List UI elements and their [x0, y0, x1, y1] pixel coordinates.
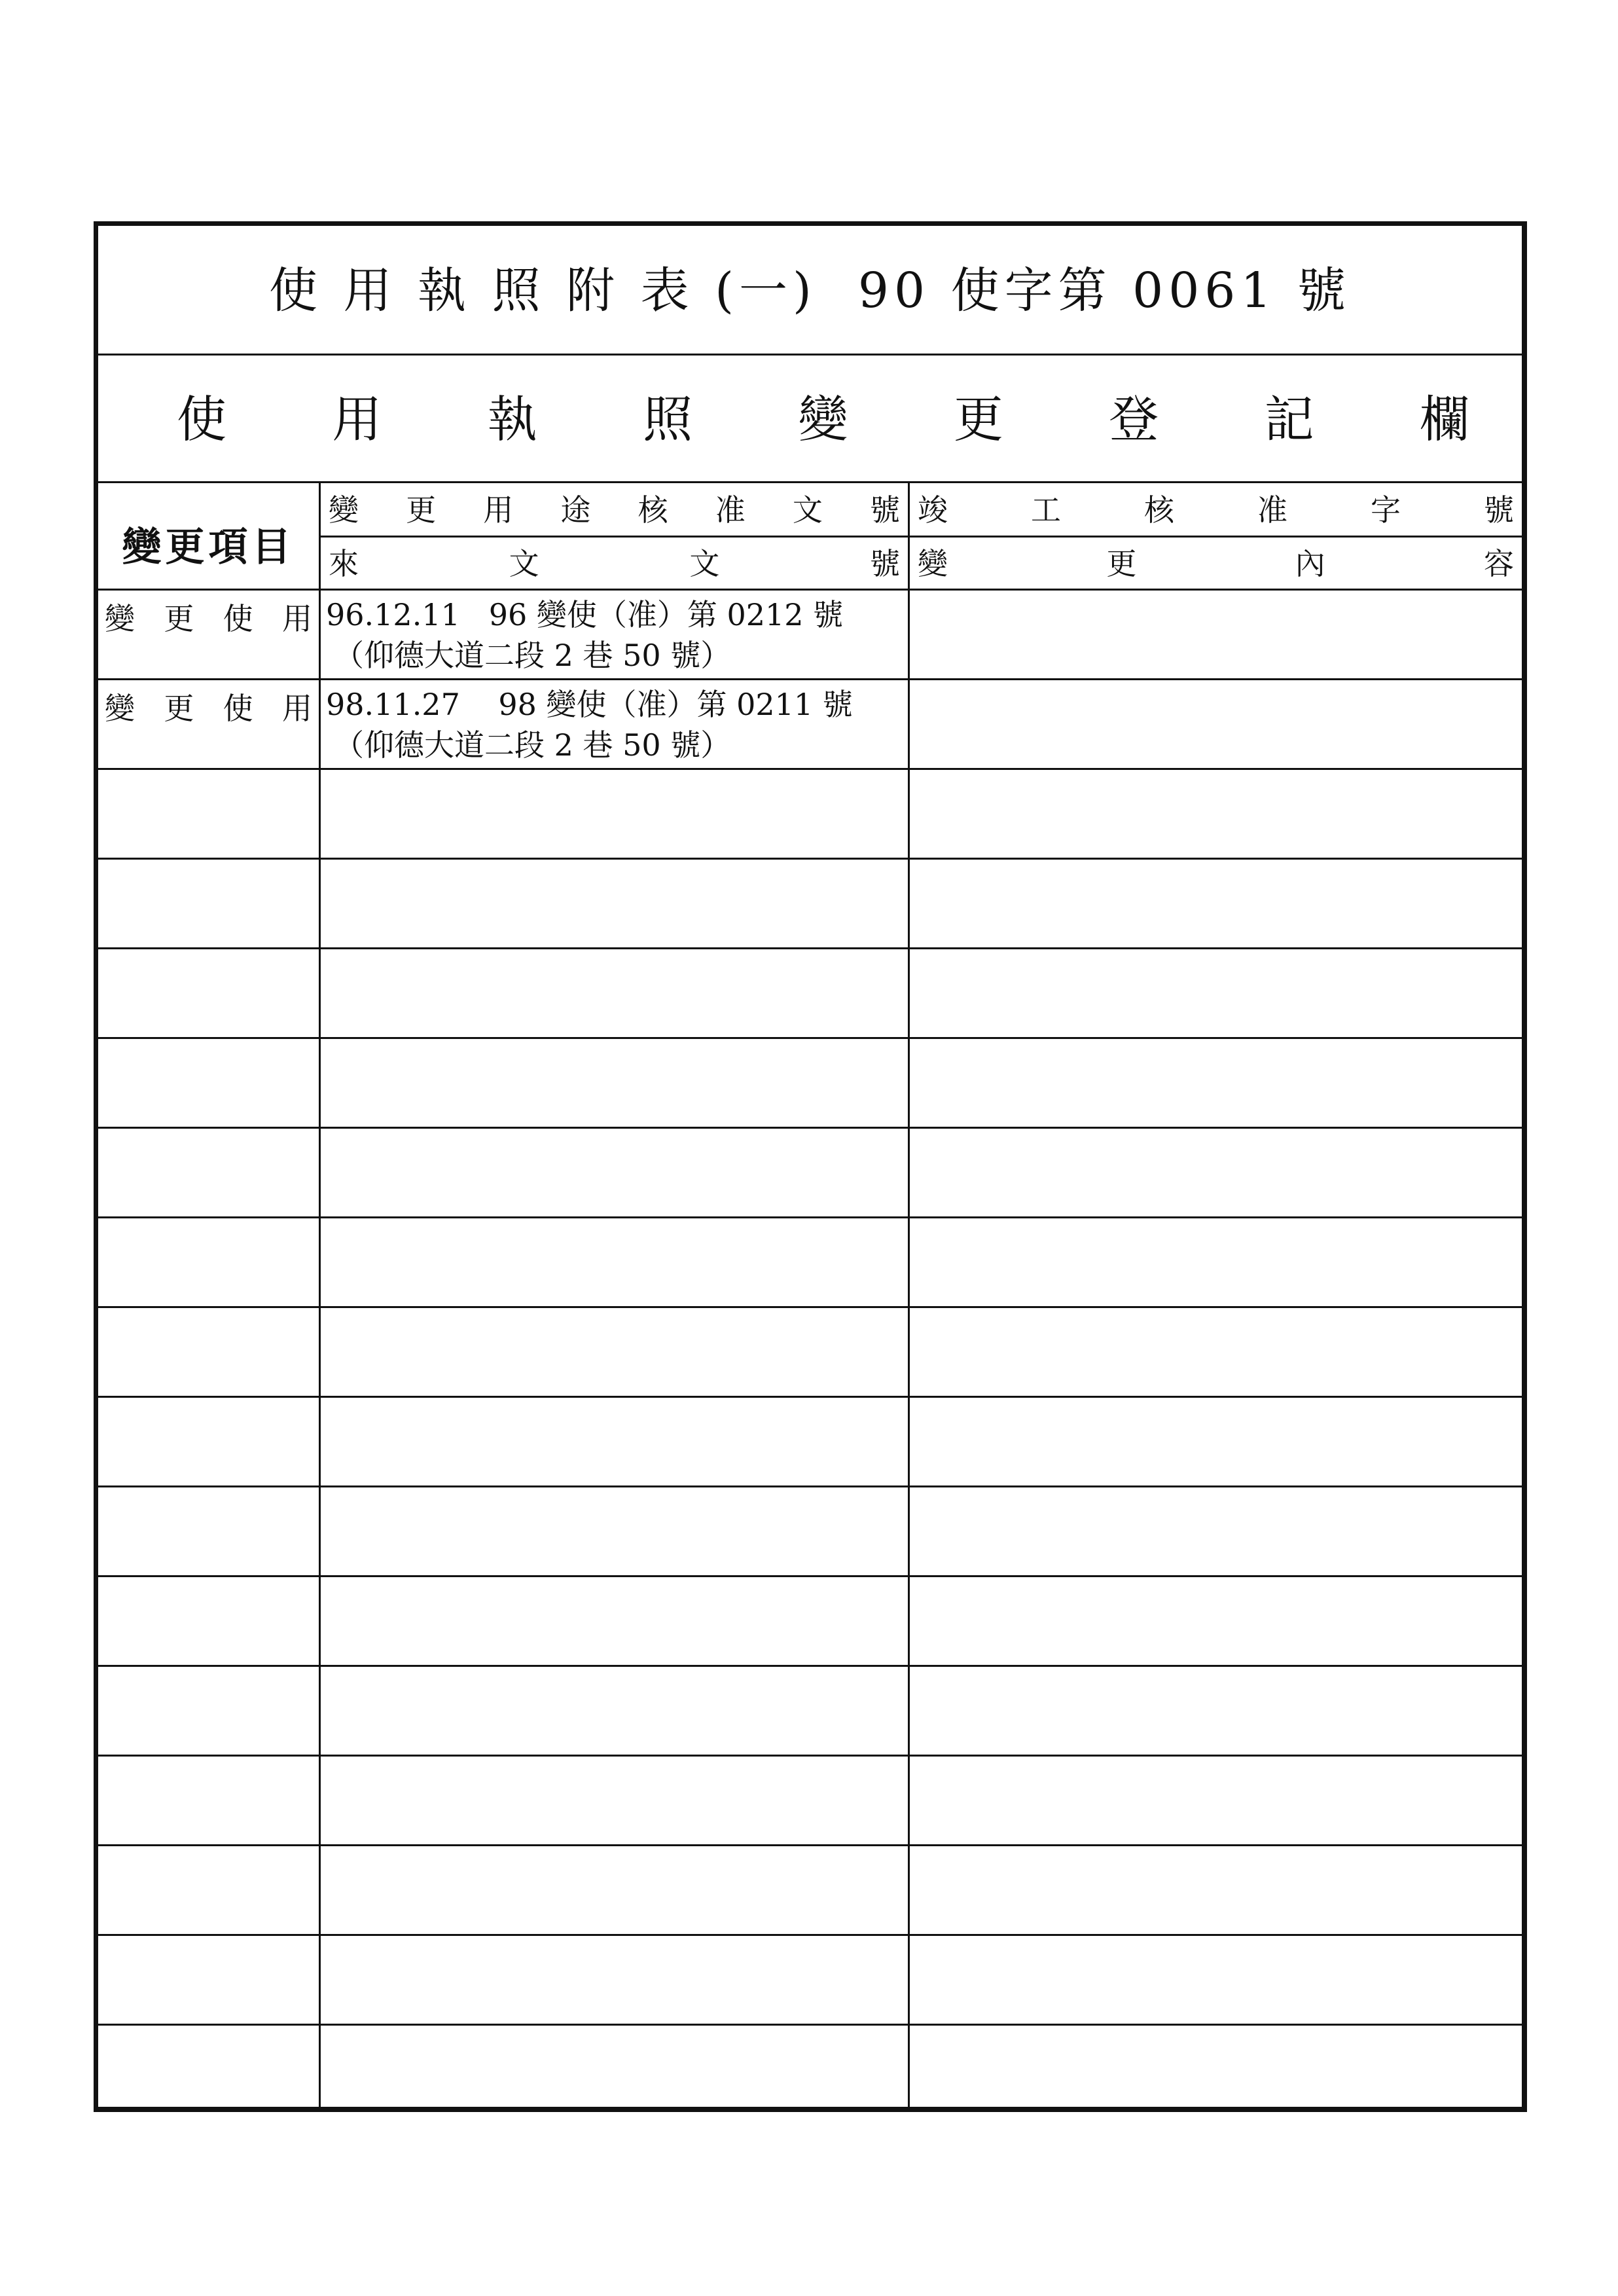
row-content-cell [910, 1487, 1522, 1575]
row-content-cell [910, 1846, 1522, 1934]
table-row-empty [98, 770, 1522, 860]
header-char: 更 [1106, 546, 1137, 581]
row-doc-cell [321, 1577, 910, 1665]
row-item-cell [98, 1667, 321, 1755]
row-doc-address: （仰德大道二段 2 巷 50 號） [334, 638, 731, 673]
row-doc-cell [321, 1757, 910, 1844]
row-item-char: 用 [281, 601, 312, 636]
row-doc-cell [321, 1218, 910, 1306]
row-content-cell [910, 1308, 1522, 1396]
row-item-cell [98, 1398, 321, 1485]
header-char: 容 [1483, 546, 1514, 581]
row-item-cell [98, 1129, 321, 1216]
header-char: 號 [869, 546, 900, 581]
table-row-empty [98, 1936, 1522, 2026]
row-content-cell [910, 1577, 1522, 1665]
row-doc-number: 98.11.27 98 變使（准）第 0211 號 [326, 687, 853, 722]
row-doc-cell [321, 591, 910, 678]
row-doc-cell [321, 2026, 910, 2107]
row-item-label [105, 601, 312, 636]
row-item-char: 更 [164, 691, 194, 726]
table-row-empty [98, 2026, 1522, 2107]
header-char: 變 [918, 546, 948, 581]
form-title-row [98, 226, 1522, 355]
table-row-empty [98, 1577, 1522, 1667]
row-content-cell [910, 680, 1522, 768]
header-completion-cell [910, 483, 1522, 589]
row-item-cell [98, 1936, 321, 2024]
row-doc-address: （仰德大道二段 2 巷 50 號） [334, 727, 731, 763]
row-item-cell [98, 1577, 321, 1665]
section-title-char: 照 [643, 390, 693, 448]
table-row-empty [98, 1846, 1522, 1936]
header-completion-label [918, 492, 1514, 528]
row-content-cell [910, 949, 1522, 1037]
row-doc-cell [321, 770, 910, 858]
row-item-char: 變 [105, 691, 135, 726]
row-item-label [105, 691, 312, 726]
header-divider [910, 536, 1522, 538]
header-char: 文 [792, 492, 823, 528]
table-row-empty [98, 1487, 1522, 1577]
header-char: 工 [1031, 492, 1061, 528]
row-content-cell [910, 1129, 1522, 1216]
header-char: 途 [560, 492, 591, 528]
header-char: 核 [1144, 492, 1174, 528]
header-char: 內 [1295, 546, 1325, 581]
header-char: 核 [638, 492, 668, 528]
header-item-label: 變更項目 [122, 524, 295, 570]
row-doc-number: 96.12.11 96 變使（准）第 0212 號 [326, 597, 844, 632]
row-content-cell [910, 1757, 1522, 1844]
table-row-empty [98, 860, 1522, 949]
header-approval-doc-cell [321, 483, 910, 589]
header-incoming-doc-label [329, 546, 900, 581]
row-item-char: 更 [164, 601, 194, 636]
row-item-cell [98, 860, 321, 947]
row-item-cell [98, 1757, 321, 1844]
row-doc-cell [321, 1308, 910, 1396]
row-item-cell [98, 1039, 321, 1127]
section-title [177, 390, 1469, 448]
table-header [98, 483, 1522, 591]
section-title-char: 使 [177, 390, 226, 448]
table-row-empty [98, 1308, 1522, 1398]
row-doc-cell [321, 1398, 910, 1485]
row-item-cell [98, 1308, 321, 1396]
section-title-char: 更 [953, 390, 1003, 448]
row-content-cell [910, 1667, 1522, 1755]
form-title: 使 用 執 照 附 表 (一) 90 使字第 0061 號 [269, 263, 1351, 319]
row-doc-cell [321, 1039, 910, 1127]
section-title-char: 登 [1109, 390, 1159, 448]
row-content-cell [910, 860, 1522, 947]
section-title-char: 記 [1264, 390, 1314, 448]
row-item-char: 變 [105, 601, 135, 636]
change-registration-form [94, 221, 1527, 2112]
table-row [98, 591, 1522, 680]
header-char: 號 [1484, 492, 1514, 528]
row-content-cell [910, 1398, 1522, 1485]
row-item-cell [98, 770, 321, 858]
header-char: 准 [715, 492, 746, 528]
row-item-cell [98, 1487, 321, 1575]
table-row-empty [98, 1398, 1522, 1487]
row-item-cell [98, 1218, 321, 1306]
section-title-char: 執 [487, 390, 537, 448]
header-change-content-label [918, 546, 1514, 581]
row-item-char: 使 [223, 691, 253, 726]
table-row-empty [98, 1129, 1522, 1218]
header-char: 文 [509, 546, 539, 581]
row-item-char: 使 [223, 601, 253, 636]
header-approval-doc-label [329, 492, 900, 528]
table-row-empty [98, 1218, 1522, 1308]
header-char: 用 [483, 492, 514, 528]
row-doc-cell [321, 1936, 910, 2024]
section-title-char: 變 [798, 390, 848, 448]
header-divider [321, 536, 908, 538]
table-row-empty [98, 1039, 1522, 1129]
row-content-cell [910, 770, 1522, 858]
section-title-char: 用 [332, 390, 382, 448]
row-content-cell [910, 1218, 1522, 1306]
table-row [98, 680, 1522, 770]
header-char: 號 [869, 492, 900, 528]
table-row-empty [98, 1757, 1522, 1846]
row-doc-cell [321, 1846, 910, 1934]
row-doc-cell [321, 1487, 910, 1575]
header-item-cell [98, 483, 321, 589]
header-char: 更 [406, 492, 437, 528]
row-content-cell [910, 1936, 1522, 2024]
row-item-cell [98, 1846, 321, 1934]
row-content-cell [910, 2026, 1522, 2107]
row-item-cell [98, 680, 321, 768]
header-char: 來 [329, 546, 359, 581]
row-item-cell [98, 949, 321, 1037]
section-title-row [98, 355, 1522, 483]
header-char: 文 [689, 546, 720, 581]
row-doc-cell [321, 949, 910, 1037]
row-content-cell [910, 1039, 1522, 1127]
row-item-cell [98, 591, 321, 678]
row-item-char: 用 [281, 691, 312, 726]
table-row-empty [98, 1667, 1522, 1757]
row-content-cell [910, 591, 1522, 678]
header-char: 變 [329, 492, 359, 528]
row-doc-cell [321, 1129, 910, 1216]
section-title-char: 欄 [1420, 390, 1469, 448]
row-doc-cell [321, 860, 910, 947]
header-char: 准 [1257, 492, 1287, 528]
row-doc-cell [321, 1667, 910, 1755]
header-char: 竣 [918, 492, 948, 528]
header-char: 字 [1371, 492, 1401, 528]
row-item-cell [98, 2026, 321, 2107]
row-doc-cell [321, 680, 910, 768]
table-row-empty [98, 949, 1522, 1039]
